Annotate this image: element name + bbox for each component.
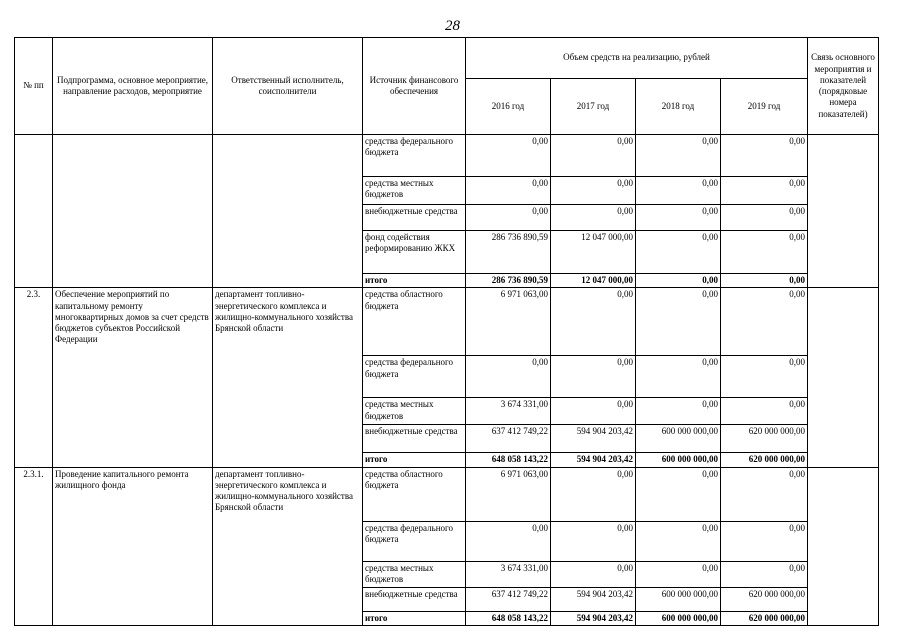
link-cell: [808, 135, 879, 288]
value-cell: 0,00: [636, 561, 721, 587]
value-cell: 0,00: [551, 288, 636, 356]
source-cell: средства местных бюджетов: [363, 561, 466, 587]
value-cell: 594 904 203,42: [551, 587, 636, 611]
link-cell: [808, 288, 879, 467]
total-cell: 648 058 143,22: [466, 611, 551, 625]
total-cell: 12 047 000,00: [551, 274, 636, 288]
value-cell: 0,00: [721, 135, 808, 177]
value-cell: 12 047 000,00: [551, 231, 636, 274]
source-cell: средства областного бюджета: [363, 467, 466, 521]
header-link: Связь основного мероприятия и показателей (порядковые номера показателей): [808, 38, 879, 135]
value-cell: 0,00: [551, 467, 636, 521]
value-cell: 0,00: [636, 231, 721, 274]
value-cell: 0,00: [721, 398, 808, 425]
value-cell: 594 904 203,42: [551, 425, 636, 453]
row-program: Проведение капитального ремонта жилищного фонда: [53, 467, 213, 625]
source-cell: средства областного бюджета: [363, 288, 466, 356]
row-executor: [213, 135, 363, 288]
value-cell: 0,00: [551, 356, 636, 398]
total-cell: 600 000 000,00: [636, 611, 721, 625]
value-cell: 0,00: [636, 205, 721, 231]
value-cell: 3 674 331,00: [466, 398, 551, 425]
value-cell: 0,00: [551, 177, 636, 205]
value-cell: 0,00: [636, 288, 721, 356]
row-num: [15, 135, 53, 288]
value-cell: 0,00: [551, 521, 636, 561]
header-volume: Объем средств на реализацию, рублей: [466, 38, 808, 79]
value-cell: 620 000 000,00: [721, 425, 808, 453]
total-cell: 286 736 890,59: [466, 274, 551, 288]
header-program: Подпрограмма, основное мероприятие, направление расходов, мероприятие: [53, 38, 213, 135]
value-cell: 620 000 000,00: [721, 587, 808, 611]
total-cell: 594 904 203,42: [551, 453, 636, 467]
row-executor: департамент топливно-энергетического комплекса и жилищно-коммунального хозяйства Брянской области: [213, 467, 363, 625]
header-num: № пп: [15, 38, 53, 135]
value-cell: 0,00: [466, 356, 551, 398]
source-cell: средства местных бюджетов: [363, 177, 466, 205]
value-cell: 286 736 890,59: [466, 231, 551, 274]
header-source: Источник финансового обеспечения: [363, 38, 466, 135]
row-program: [53, 135, 213, 288]
total-cell: 620 000 000,00: [721, 453, 808, 467]
page-number: 28: [445, 18, 460, 34]
value-cell: 637 412 749,22: [466, 587, 551, 611]
value-cell: 0,00: [636, 177, 721, 205]
value-cell: 0,00: [466, 205, 551, 231]
source-cell: итого: [363, 453, 466, 467]
total-cell: 0,00: [721, 274, 808, 288]
total-cell: 620 000 000,00: [721, 611, 808, 625]
value-cell: 0,00: [721, 288, 808, 356]
value-cell: 0,00: [466, 177, 551, 205]
row-num: 2.3.: [15, 288, 53, 467]
source-cell: средства местных бюджетов: [363, 398, 466, 425]
value-cell: 0,00: [721, 205, 808, 231]
value-cell: 0,00: [636, 356, 721, 398]
source-cell: внебюджетные средства: [363, 587, 466, 611]
source-cell: внебюджетные средства: [363, 425, 466, 453]
value-cell: 0,00: [636, 521, 721, 561]
table-row: [15, 135, 879, 177]
value-cell: 600 000 000,00: [636, 425, 721, 453]
source-cell: итого: [363, 274, 466, 288]
value-cell: 0,00: [636, 467, 721, 521]
source-cell: внебюджетные средства: [363, 205, 466, 231]
source-cell: средства федерального бюджета: [363, 135, 466, 177]
link-cell: [808, 467, 879, 625]
budget-table: [14, 37, 879, 626]
value-cell: 0,00: [636, 135, 721, 177]
value-cell: 0,00: [721, 521, 808, 561]
value-cell: 0,00: [721, 231, 808, 274]
value-cell: 0,00: [721, 177, 808, 205]
row-num: 2.3.1.: [15, 467, 53, 625]
value-cell: 0,00: [551, 561, 636, 587]
value-cell: 0,00: [551, 135, 636, 177]
header-year: 2018 год: [636, 79, 721, 135]
row-program: Обеспечение мероприятий по капитальному ремонту многоквартирных домов за счет средств бюджетов субъектов Российской Федерации: [53, 288, 213, 467]
value-cell: 0,00: [551, 398, 636, 425]
total-cell: 594 904 203,42: [551, 611, 636, 625]
value-cell: 600 000 000,00: [636, 587, 721, 611]
header-executor: Ответственный исполнитель, соисполнители: [213, 38, 363, 135]
value-cell: 6 971 063,00: [466, 288, 551, 356]
source-cell: средства федерального бюджета: [363, 356, 466, 398]
source-cell: итого: [363, 611, 466, 625]
value-cell: 637 412 749,22: [466, 425, 551, 453]
header-year: 2016 год: [466, 79, 551, 135]
header-year: 2017 год: [551, 79, 636, 135]
value-cell: 0,00: [721, 356, 808, 398]
value-cell: 0,00: [721, 561, 808, 587]
value-cell: 6 971 063,00: [466, 467, 551, 521]
source-cell: фонд содействия реформированию ЖКХ: [363, 231, 466, 274]
value-cell: 0,00: [551, 205, 636, 231]
header-year: 2019 год: [721, 79, 808, 135]
value-cell: 0,00: [636, 398, 721, 425]
source-cell: средства федерального бюджета: [363, 521, 466, 561]
total-cell: 0,00: [636, 274, 721, 288]
value-cell: 3 674 331,00: [466, 561, 551, 587]
total-cell: 600 000 000,00: [636, 453, 721, 467]
value-cell: 0,00: [466, 521, 551, 561]
table-row: [15, 467, 879, 521]
table-row: [15, 288, 879, 356]
value-cell: 0,00: [466, 135, 551, 177]
value-cell: 0,00: [721, 467, 808, 521]
row-executor: департамент топливно-энергетического комплекса и жилищно-коммунального хозяйства Брянской области: [213, 288, 363, 467]
total-cell: 648 058 143,22: [466, 453, 551, 467]
